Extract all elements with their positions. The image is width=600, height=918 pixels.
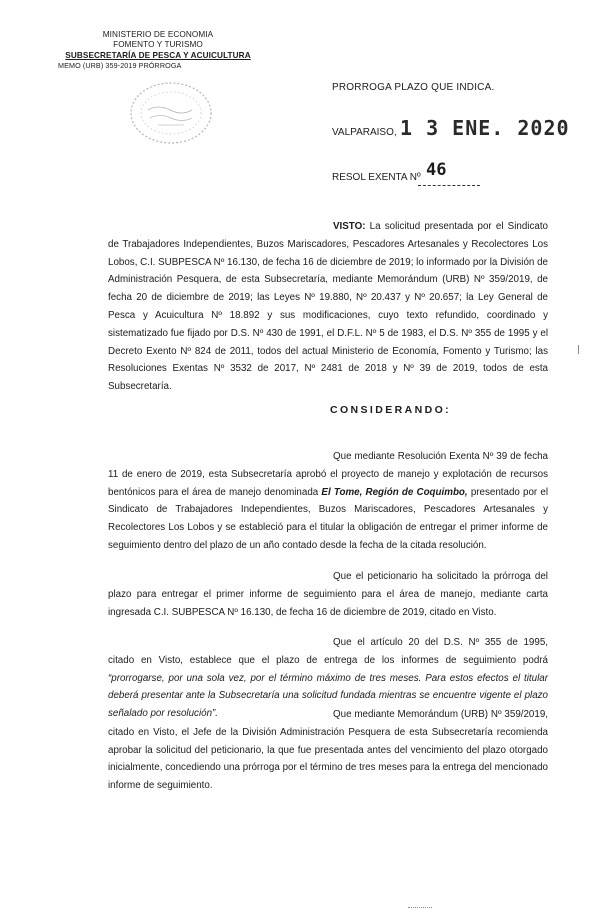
ministry-name: MINISTERIO DE ECONOMIA: [102, 30, 214, 39]
memo-reference: MEMO (URB) 359-2019 PRÓRROGA: [58, 60, 182, 70]
considerando-heading: CONSIDERANDO:: [330, 404, 452, 416]
visto-paragraph: [108, 218, 548, 396]
considerando-paragraph-2: [108, 568, 548, 621]
ministry-name-line2: FOMENTO Y TURISMO: [113, 40, 203, 50]
considerando-p2-text: Que el peticionario ha solicitado la prórroga del plazo para entregar el primer informe de seguimiento para el área de manejo, mediante carta ingresada C.I. SUBPESCA Nº 16.130, de fecha 16 de diciembre de 2019, citado en Visto.: [108, 571, 548, 618]
considerando-p1-text-a: Que mediante Resolución Exenta Nº 39 de fecha 11 de enero de 2019, esta Subsecretaría aprobó el proyecto de manejo y explotación de recursos bentónicos para el área de manejo denominada: [108, 451, 548, 498]
subsecretaria-name: SUBSECRETARÍA DE PESCA Y ACUICULTURA: [65, 50, 251, 60]
considerando-p4-text: Que mediante Memorándum (URB) Nº 359/2019, citado en Visto, el Jefe de la División Administración Pesquera de esta Subsecretaría recomienda aprobar la solicitud del peticionario, la que fue presentada antes del vencimiento del plazo otorgado inicialmente, concediendo una prórroga por el término de tres meses para la entrega del mencionado informe de seguimiento.: [108, 709, 548, 792]
considerando-paragraph-4: [108, 706, 548, 795]
visto-text: La solicitud presentada por el Sindicato de Trabajadores Independientes, Buzos Mariscadores, Pescadores Artesanales y Recolectores Los Lobos, C.I. SUBPESCA Nº 16.130, de fecha 16 de diciembre de 2019; lo informado por la División de Administración Pesquera, de esta Subsecretaría, mediante Memorándum (URB) Nº 359/2019, de fecha 20 de diciembre de 2019; las Leyes Nº 19.880, Nº 20.437 y Nº 20.657; la Ley General de Pesca y Acuicultura Nº 18.892 y sus modificaciones, cuyo texto refundido, coordinado y sistematizado fue fijado por D.S. Nº 430 de 1991, el D.F.L. Nº 5 de 1983, el D.S. Nº 355 de 1995 y el Decreto Exento Nº 824 de 2011, todos del actual Ministerio de Economía, Fomento y Turismo; las Resoluciones Exentas Nº 3532 de 2017, Nº 2481 de 2018 y Nº 39 de 2019, todos de esta Subsecretaría.: [108, 221, 548, 393]
resolution-number: 46: [426, 160, 447, 180]
considerando-p3-text: Que el artículo 20 del D.S. Nº 355 de 1995, citado en Visto, establece que el plazo de entrega de los informes de seguimiento podrá: [108, 637, 548, 666]
resolution-label: RESOL EXENTA Nº: [332, 172, 421, 183]
seal-stamp-icon: [128, 80, 214, 146]
footer-mark: [408, 907, 432, 908]
letterhead: [58, 30, 258, 71]
resolution-number-line: [418, 185, 480, 186]
regulation-quote: “prorrogarse, por una sola vez, por el término máximo de tres meses. Para estos efectos el titular deberá presentar ante la Subsecretaría una solicitud fundada mientras se encuentre vigente el plazo señalado por resolución”.: [108, 672, 548, 720]
considerando-p1-text-b: presentado por el Sindicato de Trabajadores Independientes, Buzos Mariscadores, Pescadores Artesanales y Recolectores Los Lobos y se estableció para el titular la obligación de entregar el primer informe de seguimiento dentro del plazo de un año contado desde la fecha de la citada resolución.: [108, 486, 548, 551]
visto-label: VISTO:: [333, 221, 366, 232]
place-label: VALPARAISO,: [332, 127, 397, 138]
date-stamp: 1 3 ENE. 2020: [400, 116, 570, 140]
area-name: El Tome, Región de Coquimbo,: [321, 486, 468, 498]
considerando-paragraph-1: [108, 448, 548, 555]
reference-line: PRORROGA PLAZO QUE INDICA.: [332, 82, 495, 93]
margin-mark: [578, 345, 579, 354]
